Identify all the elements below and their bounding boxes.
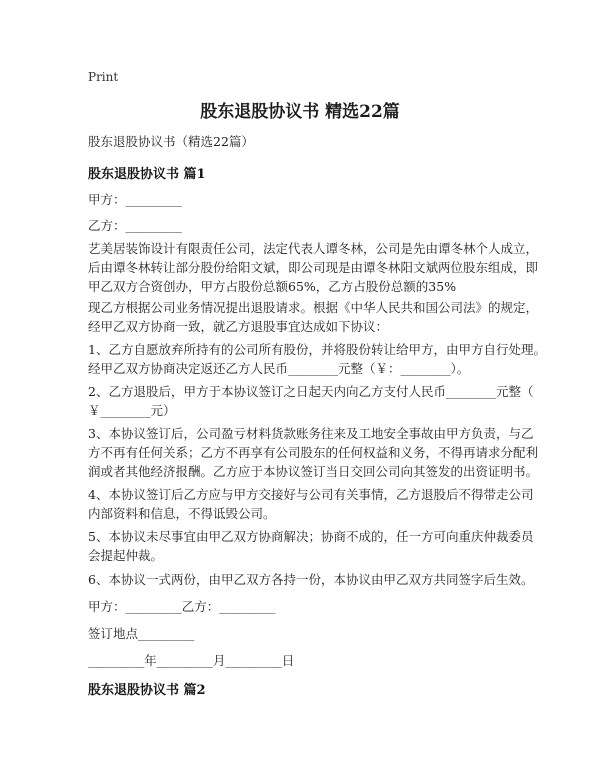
date-line: _________年_________月_________日 xyxy=(88,653,295,668)
clause-line: 3、本协议签订后，公司盈亏材料货款账务往来及工地安全事故由甲方负责，与乙 xyxy=(88,426,534,441)
clause-4 xyxy=(88,485,534,523)
section-heading-1: 股东退股协议书 篇1 xyxy=(88,167,206,182)
clause-line: 内部资料和信息，不得诋毁公司。 xyxy=(88,506,276,521)
clause-line: 润或者其他经济报酬。乙方应于本协议签订当日交回公司向其签发的出资证明书。 xyxy=(88,464,539,479)
clause-line: 方不再有任何关系；乙方不再享有公司股东的任何权益和义务，不得再请求分配利 xyxy=(88,445,539,460)
signing-place-line: 签订地点_________ xyxy=(88,626,195,641)
document-subtitle: 股东退股协议书（精选22篇） xyxy=(88,134,254,149)
clause-line: 经甲乙双方协商决定返还乙方人民币________元整（￥：________）。 xyxy=(88,361,470,376)
section-heading-2: 股东退股协议书 篇2 xyxy=(88,683,206,698)
clause-line: ￥________元） xyxy=(88,403,176,418)
clause-line: 4、本协议签订后乙方应与甲方交接好与公司有关事情，乙方退股后不得带走公司 xyxy=(88,487,534,502)
print-link[interactable]: Print xyxy=(88,70,119,84)
clause-line: 5、本协议未尽事宜由甲乙双方协商解决；协商不成的，任一方可向重庆仲裁委员 xyxy=(88,529,534,544)
party-a-line: 甲方：_________ xyxy=(88,192,182,207)
clause-line: 2、乙方退股后，甲方于本协议签订之日起天内向乙方支付人民币________元整（ xyxy=(88,384,534,399)
basis-paragraph xyxy=(88,298,539,336)
clause-3 xyxy=(88,424,539,481)
intro-line: 艺美居装饰设计有限责任公司，法定代表人谭冬林，公司是先由谭冬林个人成立， xyxy=(88,241,539,256)
clause-1 xyxy=(88,340,546,378)
page-title: 股东退股协议书 精选22篇 xyxy=(200,102,400,122)
party-b-line: 乙方：_________ xyxy=(88,218,182,233)
basis-line: 经甲乙双方协商一致，就乙方退股事宜达成如下协议： xyxy=(88,319,389,334)
signature-line: 甲方：_________乙方：_________ xyxy=(88,599,276,614)
clause-5 xyxy=(88,527,534,565)
intro-paragraph xyxy=(88,239,539,296)
clause-line: 会提起仲裁。 xyxy=(88,548,164,563)
intro-line: 甲乙双方合资创办，甲方占股份总额65%，乙方占股份总额的35% xyxy=(88,279,457,294)
clause-6: 6、本协议一式两份，由甲乙双方各持一份，本协议由甲乙双方共同签字后生效。 xyxy=(88,572,534,587)
clause-2 xyxy=(88,382,534,420)
clause-line: 1、乙方自愿放弃所持有的公司所有股份，并将股份转让给甲方，由甲方自行处理。 xyxy=(88,342,546,357)
intro-line: 后由谭冬林转让部分股份给阳文斌，即公司现是由谭冬林阳文斌两位股东组成，即 xyxy=(88,260,539,275)
basis-line: 现乙方根据公司业务情况提出退股请求。根据《中华人民共和国公司法》的规定， xyxy=(88,300,539,315)
